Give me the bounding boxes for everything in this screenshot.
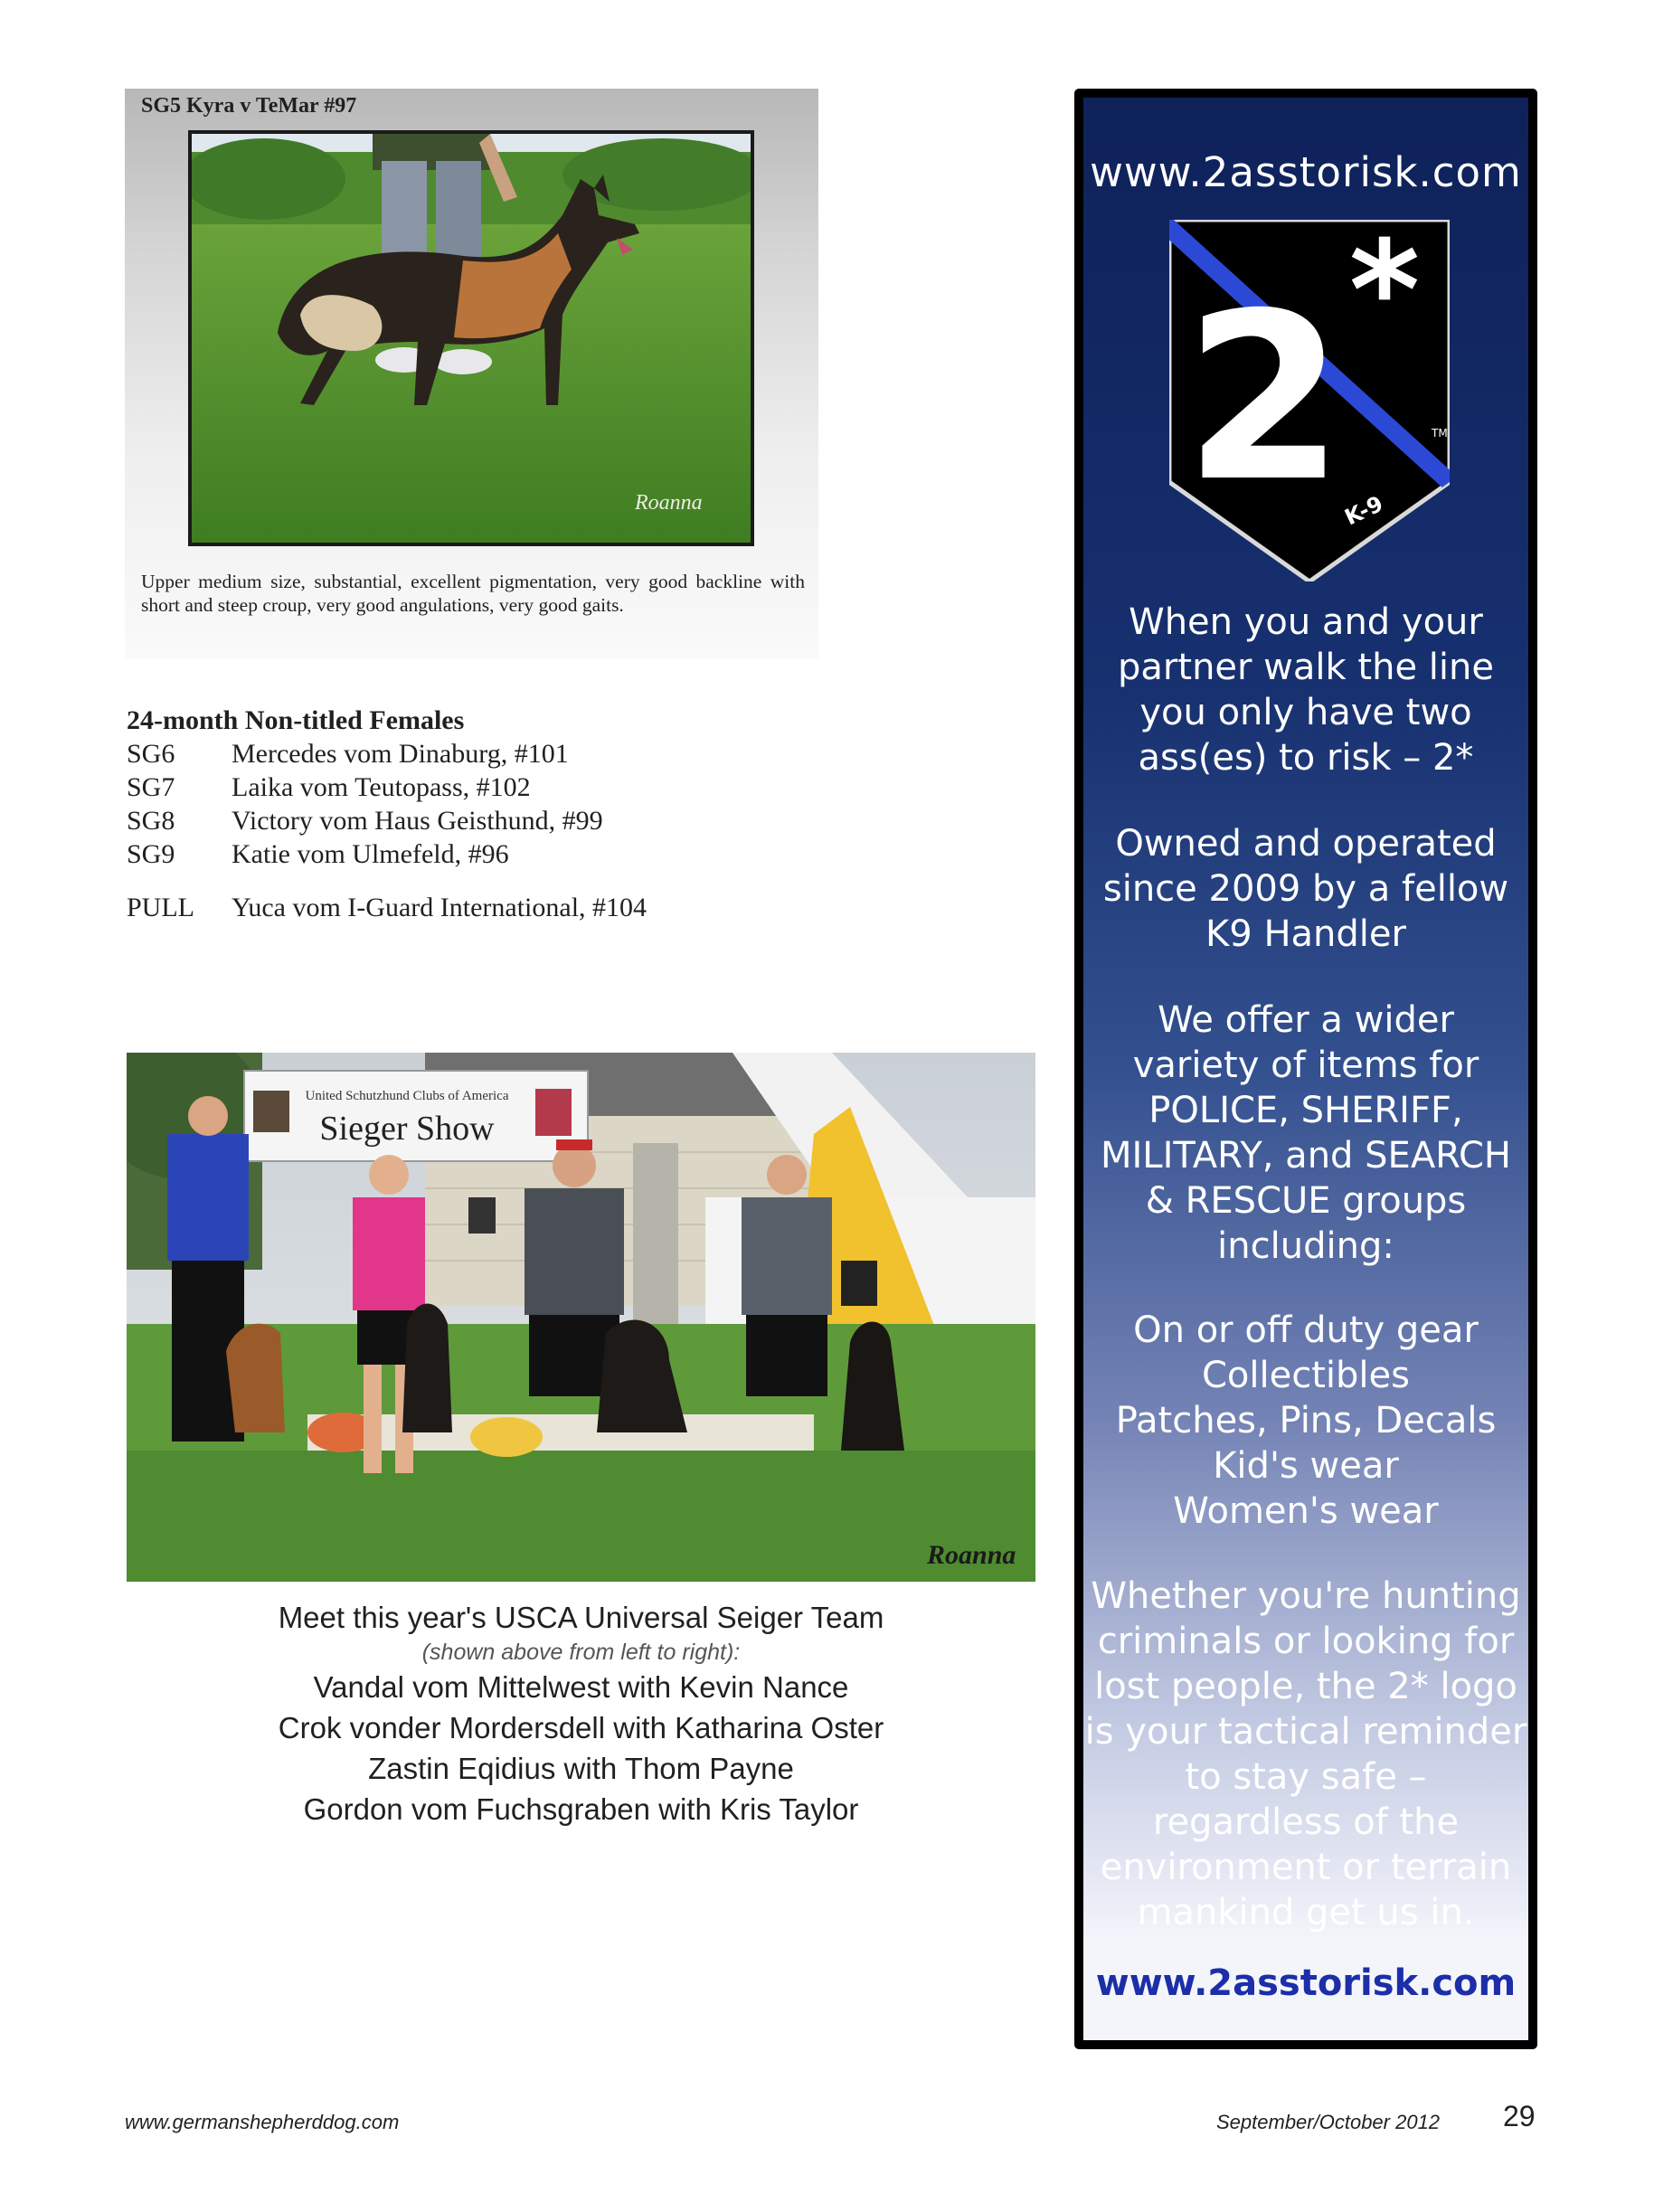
ad-line: We offer a wider — [1158, 999, 1454, 1041]
ad-line: Owned and operated — [1115, 823, 1497, 865]
ad-line: variety of items for — [1132, 1045, 1479, 1086]
ad-line: mankind get us in. — [1137, 1892, 1475, 1933]
banner-large-text: Sieger Show — [319, 1110, 495, 1148]
page-number: 29 — [1503, 2100, 1536, 2132]
photo1-description: Upper medium size, substantial, excellent pigmentation, very good backline with short and steep croup, very good angulations, very good gaits. — [141, 571, 805, 616]
logo-number: 2 — [1184, 264, 1345, 533]
ad-url-bottom[interactable]: www.2asstorisk.com — [1095, 1962, 1517, 2004]
photo2-watermark: Roanna — [927, 1540, 1016, 1570]
ad-line: environment or terrain — [1100, 1847, 1512, 1888]
results-heading: 24-month Non-titled Females — [127, 705, 465, 735]
results-list — [127, 704, 814, 924]
ad-line: regardless of the — [1152, 1801, 1460, 1843]
team-subheading: (shown above from left to right): — [421, 1640, 741, 1665]
ad-line: On or off duty gear — [1133, 1309, 1479, 1351]
2-asterisk-shield-logo — [1169, 220, 1450, 581]
result-dog: Katie vom Ulmefeld, #96 — [232, 839, 509, 869]
result-row — [127, 837, 814, 871]
result-dog: Victory vom Haus Geisthund, #99 — [232, 806, 603, 836]
ad-line: is your tactical reminder — [1084, 1711, 1527, 1753]
ad-url-top[interactable]: www.2asstorisk.com — [1090, 148, 1522, 196]
result-row — [127, 770, 814, 804]
ad-line: When you and your — [1129, 601, 1483, 643]
team-member: Crok vonder Mordersdell with Katharina Oster — [278, 1711, 884, 1744]
result-place: SG8 — [127, 806, 175, 836]
ad-line: Women's wear — [1173, 1490, 1439, 1532]
ad-line: criminals or looking for — [1097, 1621, 1515, 1662]
ad-line: Patches, Pins, Decals — [1115, 1400, 1497, 1442]
ad-line: partner walk the line — [1118, 647, 1494, 688]
photo1-panel — [125, 89, 818, 658]
logo-trademark: TM — [1432, 427, 1448, 440]
result-row-pull — [127, 891, 814, 924]
ad-line: POLICE, SHERIFF, — [1148, 1090, 1463, 1131]
result-place: SG7 — [127, 772, 175, 802]
dog-photo-illustration — [192, 134, 751, 543]
ad-line: you only have two — [1139, 692, 1472, 733]
ad-line: & RESCUE groups — [1145, 1180, 1467, 1222]
ad-line: Whether you're hunting — [1091, 1575, 1521, 1617]
team-heading: Meet this year's USCA Universal Seiger Team — [278, 1601, 884, 1634]
banner-small-text: United Schutzhund Clubs of America — [305, 1089, 509, 1103]
photo1-frame — [188, 130, 754, 546]
logo-k9: K-9 — [1340, 490, 1387, 531]
ad-line: ass(es) to risk – 2* — [1138, 737, 1474, 779]
ad-paragraph-4 — [1083, 1308, 1528, 1534]
ad-paragraph-2 — [1083, 821, 1528, 957]
photo1-title: SG5 Kyra v TeMar #97 — [141, 94, 357, 118]
footer-website[interactable]: www.germanshepherddog.com — [125, 2111, 400, 2133]
result-row — [127, 737, 814, 770]
result-dog: Yuca vom I-Guard International, #104 — [232, 893, 647, 922]
ad-line: MILITARY, and SEARCH — [1101, 1135, 1511, 1177]
ad-paragraph-5 — [1083, 1574, 1528, 1935]
ad-line: to stay safe – — [1185, 1756, 1427, 1798]
ad-paragraph-1 — [1083, 600, 1528, 780]
ad-line: lost people, the 2* logo — [1094, 1666, 1517, 1707]
photo1-image — [192, 134, 751, 543]
logo-asterisk: * — [1348, 220, 1421, 370]
team-member: Vandal vom Mittelwest with Kevin Nance — [313, 1670, 849, 1704]
ad-paragraph-3 — [1083, 997, 1528, 1269]
footer-issue: September/October 2012 — [1216, 2111, 1441, 2133]
result-row — [127, 804, 814, 837]
ad-line: since 2009 by a fellow — [1102, 868, 1509, 910]
team-member: Zastin Eqidius with Thom Payne — [368, 1752, 794, 1785]
result-dog: Laika vom Teutopass, #102 — [232, 772, 531, 802]
photo1-watermark: Roanna — [635, 491, 703, 515]
team-photo-illustration — [127, 1053, 1035, 1582]
ad-line: Kid's wear — [1213, 1445, 1399, 1487]
advertisement-panel — [1083, 98, 1528, 2040]
result-place: PULL — [127, 893, 194, 922]
result-dog: Mercedes vom Dinaburg, #101 — [232, 739, 569, 769]
ad-line: K9 Handler — [1205, 913, 1406, 955]
ad-line: including: — [1217, 1225, 1394, 1267]
team-member: Gordon vom Fuchsgraben with Kris Taylor — [303, 1792, 859, 1826]
ad-line: Collectibles — [1202, 1355, 1410, 1396]
result-place: SG9 — [127, 839, 175, 869]
team-caption — [127, 1597, 1035, 1829]
result-place: SG6 — [127, 739, 175, 769]
advertisement — [1074, 89, 1537, 2049]
team-photo — [127, 1053, 1035, 1582]
